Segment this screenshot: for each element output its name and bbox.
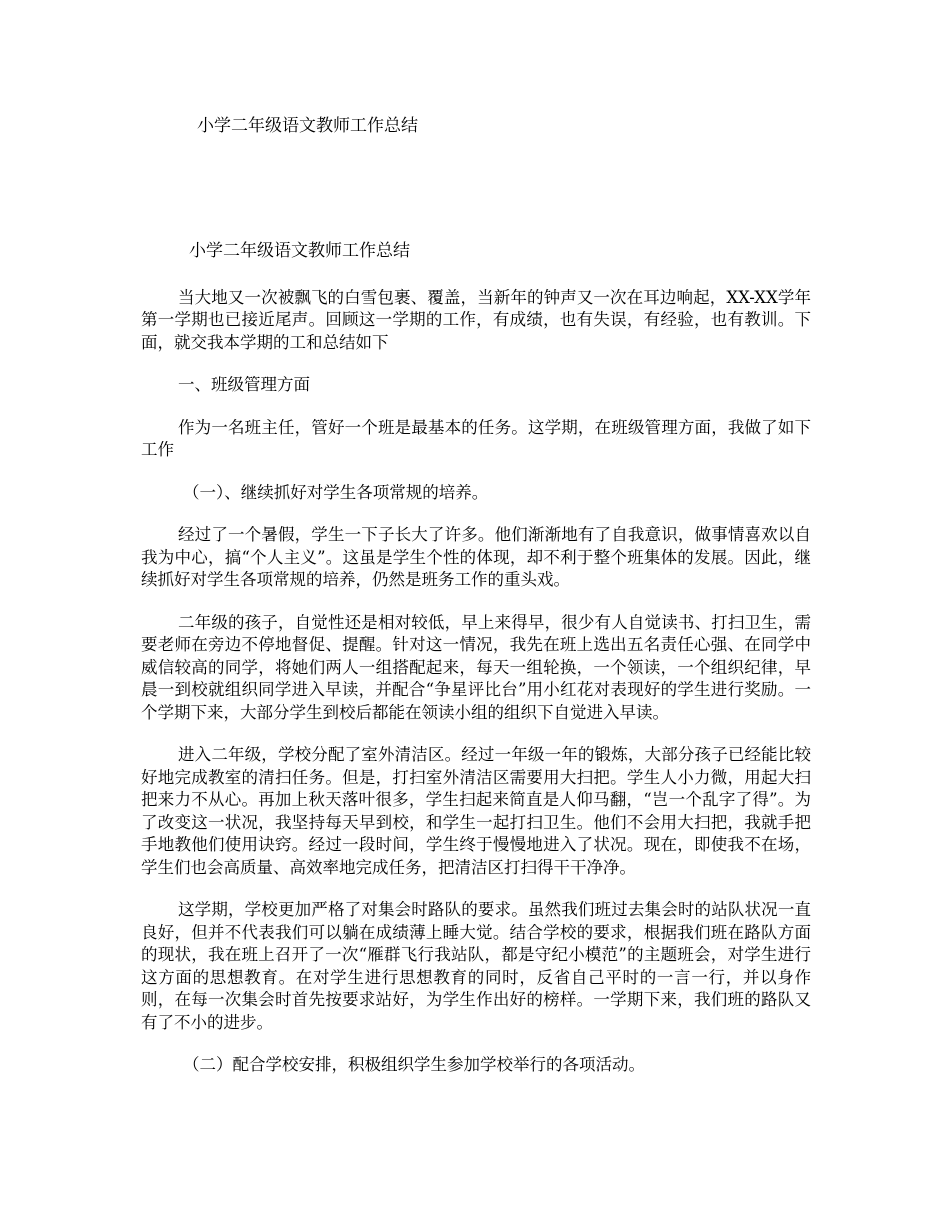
paragraph-cleaning: 进入二年级，学校分配了室外清洁区。经过一年级一年的锻炼，大部分孩子已经能比较好地完成教室的清扫任务。但是，打扫室外清洁区需要用大扫把。学生人小力微，用起大扫把来力不从心。再加上秋天落叶很多，学生扫起来简直是人仰马翻，“岂一个乱字了得”。为了改变这一状况，我坚持每天早到校，和学生一起打扫卫生。他们不会用大扫把，我就手把手地教他们使用诀窍。经过一段时间，学生终于慢慢地进入了状况。现在，即使我不在场，学生们也会高质量、高效率地完成任务，把清洁区打扫得干干净净。 <box>141 745 811 877</box>
paragraph-class-management-intro: 作为一名班主任，管好一个班是最基本的任务。这学期，在班级管理方面，我做了如下工作 <box>141 417 811 459</box>
subsection-heading-activities: （二）配合学校安排，积极组织学生参加学校举行的各项活动。 <box>183 1055 645 1074</box>
paragraph-assembly: 这学期，学校更加严格了对集会时路队的要求。虽然我们班过去集会时的站队状况一直良好，但并不代表我们可以躺在成绩薄上睡大觉。结合学校的要求，根据我们班在路队方面的现状，我在班上召开了一次“雁群飞行我站队，都是守纪小模范”的主题班会，对学生进行这方面的思想教育。在对学生进行思想教育的同时，反省自己平时的一言一行，并以身作则，在每一次集会时首先按要求站好，为学生作出好的榜样。一学期下来，我们班的路队又有了不小的进步。 <box>141 900 811 1032</box>
section-heading-class-management: 一、班级管理方面 <box>178 375 310 394</box>
paragraph-intro: 当大地又一次被飘飞的白雪包裹、覆盖，当新年的钟声又一次在耳边响起，XX-XX学年第一学期也已接近尾声。回顾这一学期的工作，有成绩，也有失误，有经验，也有教训。下面，就交我本学期的工和总结如下 <box>141 287 811 352</box>
paragraph-morning-reading: 二年级的孩子，自觉性还是相对较低，早上来得早，很少有人自觉读书、打扫卫生，需要老师在旁边不停地督促、提醒。针对这一情况，我先在班上选出五名责任心强、在同学中威信较高的同学，将她们两人一组搭配起来，每天一组轮换，一个领读，一个组织纪律，早晨一到校就组织同学进入早读，并配合“争星评比台”用小红花对表现好的学生进行奖励。一个学期下来，大部分学生到校后都能在领读小组的组织下自觉进入早读。 <box>141 612 811 722</box>
document-body <box>141 240 811 1097</box>
page-header-title: 小学二年级语文教师工作总结 <box>197 116 418 136</box>
document-title: 小学二年级语文教师工作总结 <box>189 241 410 261</box>
subsection-heading-routine: （一）、继续抓好对学生各项常规的培养。 <box>183 482 489 502</box>
paragraph-summer: 经过了一个暑假，学生一下子长大了许多。他们渐渐地有了自我意识，做事情喜欢以自我为中心，搞“个人主义”。这虽是学生个性的体现，却不利于整个班集体的发展。因此，继续抓好对学生各项常规的培养，仍然是班务工作的重头戏。 <box>141 525 811 589</box>
